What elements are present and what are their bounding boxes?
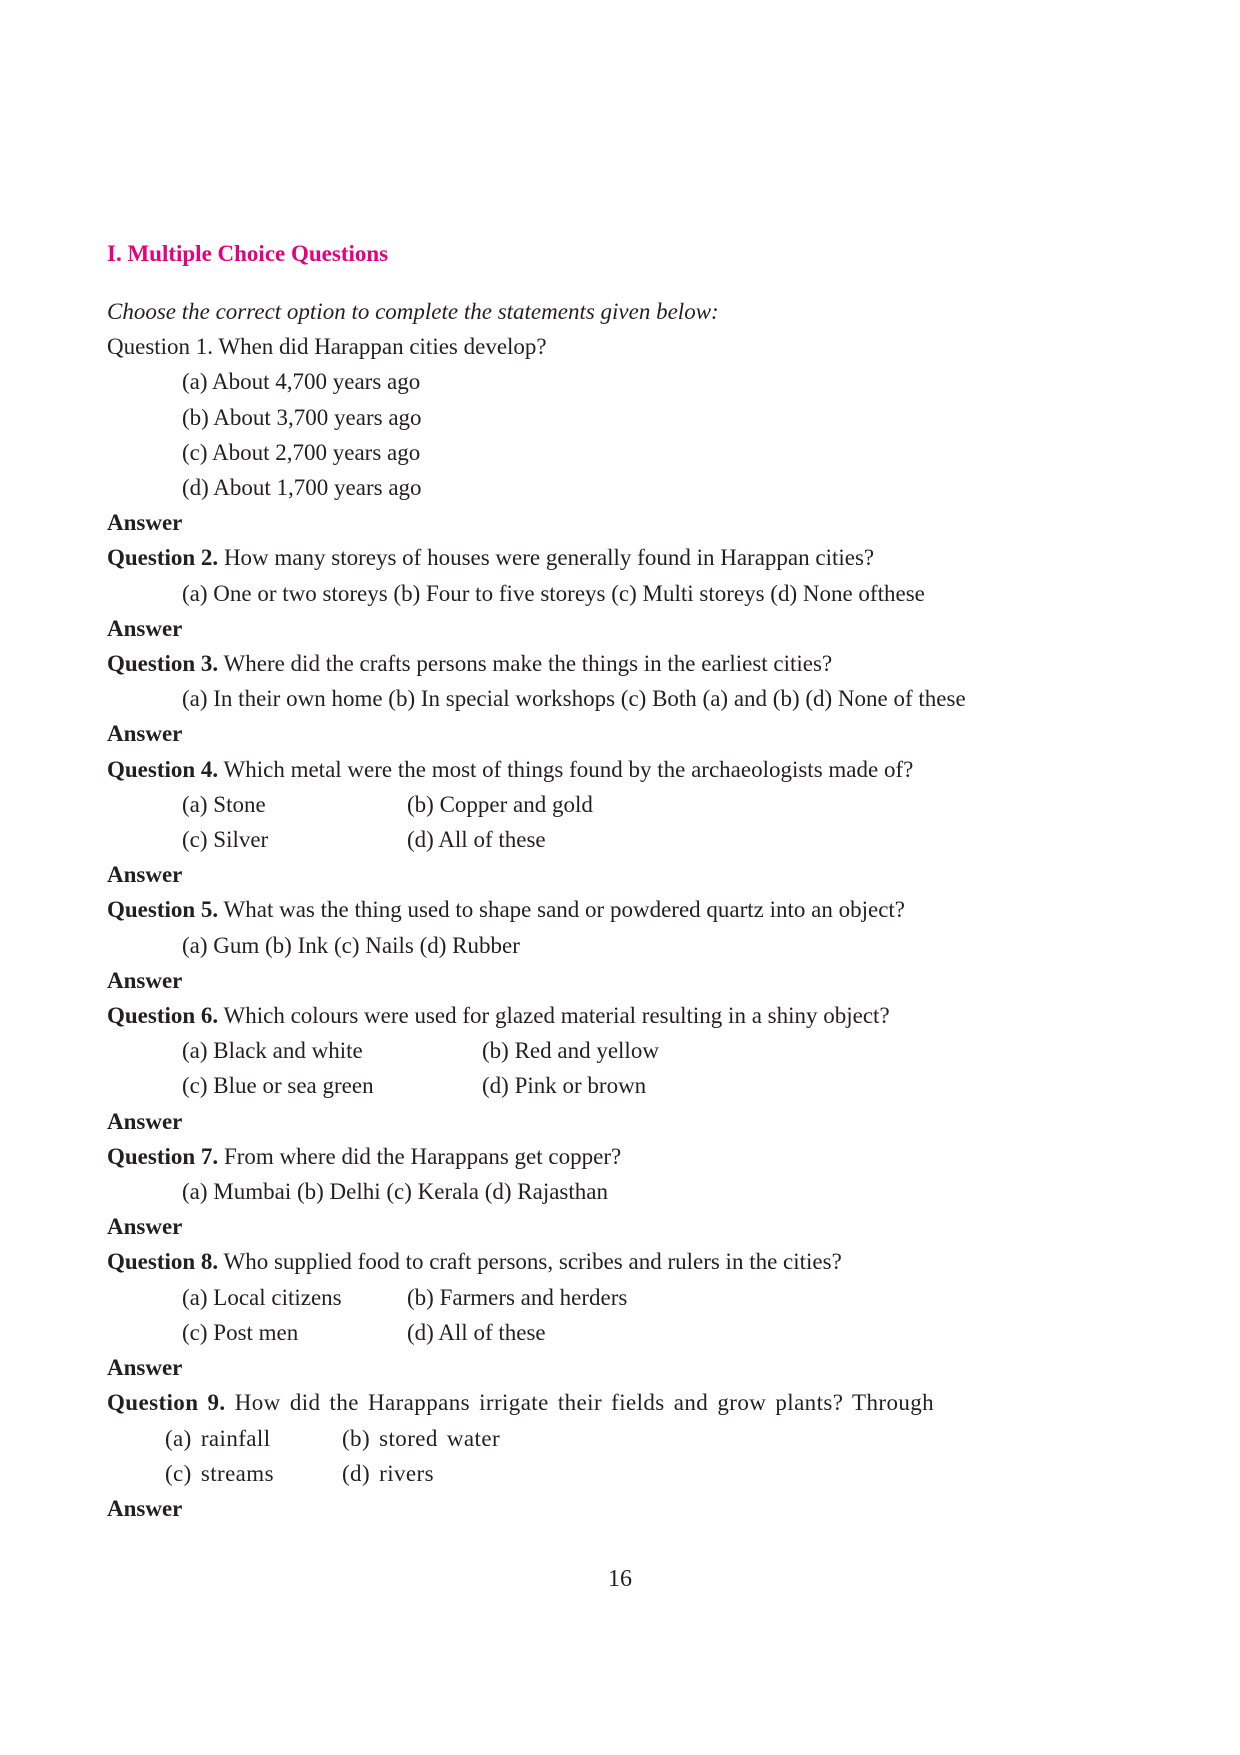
answer-label-5: Answer xyxy=(107,967,183,993)
q4-option-d: (d) All of these xyxy=(407,827,546,853)
page-content xyxy=(107,236,1147,1526)
question-9 xyxy=(107,1385,1147,1420)
question-9-label: Question 9. xyxy=(107,1390,226,1416)
q5-options: (a) Gum (b) Ink (c) Nails (d) Rubber xyxy=(182,932,520,958)
answer-label-7: Answer xyxy=(107,1214,183,1240)
q8-option-b: (b) Farmers and herders xyxy=(407,1284,628,1310)
q7-options: (a) Mumbai (b) Delhi (c) Kerala (d) Rajasthan xyxy=(182,1179,608,1205)
q8-option-a: (a) Local citizens xyxy=(182,1284,342,1310)
q9-options-row-1 xyxy=(107,1421,1147,1456)
q3-options: (a) In their own home (b) In special workshops (c) Both (a) and (b) (d) None of these xyxy=(182,686,966,712)
q4-option-a: (a) Stone xyxy=(182,791,266,817)
answer-label-6: Answer xyxy=(107,1108,183,1134)
q6-option-a: (a) Black and white xyxy=(182,1038,363,1064)
question-4-text: Which metal were the most of things found by the archaeologists made of? xyxy=(218,756,914,782)
q4-option-c: (c) Silver xyxy=(182,827,269,853)
question-5-text: What was the thing used to shape sand or powdered quartz into an object? xyxy=(218,897,906,923)
q1-option-b: (b) About 3,700 years ago xyxy=(182,404,422,430)
question-8-label: Question 8. xyxy=(107,1249,219,1275)
question-8-text: Who supplied food to craft persons, scribes and rulers in the cities? xyxy=(218,1249,842,1275)
question-2-text: How many storeys of houses were generally found in Harappan cities? xyxy=(218,545,875,571)
question-3-label: Question 3. xyxy=(107,651,219,677)
question-4 xyxy=(107,752,1147,787)
answer-label-2: Answer xyxy=(107,615,183,641)
page-number: 16 xyxy=(608,1566,632,1592)
q8-options-row-1 xyxy=(107,1280,1147,1315)
question-9-text: How did the Harappans irrigate their fields and grow plants? Through xyxy=(225,1390,935,1416)
question-7 xyxy=(107,1139,1147,1174)
question-8 xyxy=(107,1244,1147,1279)
question-5-label: Question 5. xyxy=(107,897,219,923)
answer-label-8: Answer xyxy=(107,1355,183,1381)
q4-options-row-2 xyxy=(107,822,1147,857)
question-6 xyxy=(107,998,1147,1033)
question-7-label: Question 7. xyxy=(107,1143,219,1169)
answer-label-9: Answer xyxy=(107,1495,183,1521)
q8-options-row-2 xyxy=(107,1315,1147,1350)
q8-option-d: (d) All of these xyxy=(407,1319,546,1345)
q4-options-row-1 xyxy=(107,787,1147,822)
q9-options-row-2 xyxy=(107,1456,1147,1491)
q2-options: (a) One or two storeys (b) Four to five storeys (c) Multi storeys (d) None ofthese xyxy=(182,580,925,606)
question-1: Question 1. When did Harappan cities develop? xyxy=(107,334,547,360)
q1-option-a: (a) About 4,700 years ago xyxy=(182,369,421,395)
q9-option-d: (d) rivers xyxy=(342,1460,434,1486)
q9-option-b: (b) stored water xyxy=(342,1425,501,1451)
q1-option-c: (c) About 2,700 years ago xyxy=(182,439,421,465)
question-3-text: Where did the crafts persons make the things in the earliest cities? xyxy=(218,651,833,677)
q6-options-row-2 xyxy=(107,1068,1147,1103)
question-5 xyxy=(107,892,1147,927)
q6-option-c: (c) Blue or sea green xyxy=(182,1073,374,1099)
answer-label-3: Answer xyxy=(107,721,183,747)
q8-option-c: (c) Post men xyxy=(182,1319,299,1345)
question-2-label: Question 2. xyxy=(107,545,219,571)
instruction: Choose the correct option to complete the statements given below: xyxy=(107,299,719,324)
question-2 xyxy=(107,540,1147,575)
question-7-text: From where did the Harappans get copper? xyxy=(218,1143,622,1169)
q1-option-d: (d) About 1,700 years ago xyxy=(182,475,422,501)
answer-label-4: Answer xyxy=(107,862,183,888)
q9-option-a: (a) rainfall xyxy=(165,1425,271,1451)
question-4-label: Question 4. xyxy=(107,756,219,782)
q6-option-d: (d) Pink or brown xyxy=(482,1073,647,1099)
question-3 xyxy=(107,646,1147,681)
section-title: I. Multiple Choice Questions xyxy=(107,241,389,266)
q6-option-b: (b) Red and yellow xyxy=(482,1038,659,1064)
answer-label-1: Answer xyxy=(107,510,183,536)
question-6-label: Question 6. xyxy=(107,1003,219,1029)
q6-options-row-1 xyxy=(107,1033,1147,1068)
q4-option-b: (b) Copper and gold xyxy=(407,791,593,817)
q9-option-c: (c) streams xyxy=(165,1460,274,1486)
question-6-text: Which colours were used for glazed material resulting in a shiny object? xyxy=(218,1003,890,1029)
